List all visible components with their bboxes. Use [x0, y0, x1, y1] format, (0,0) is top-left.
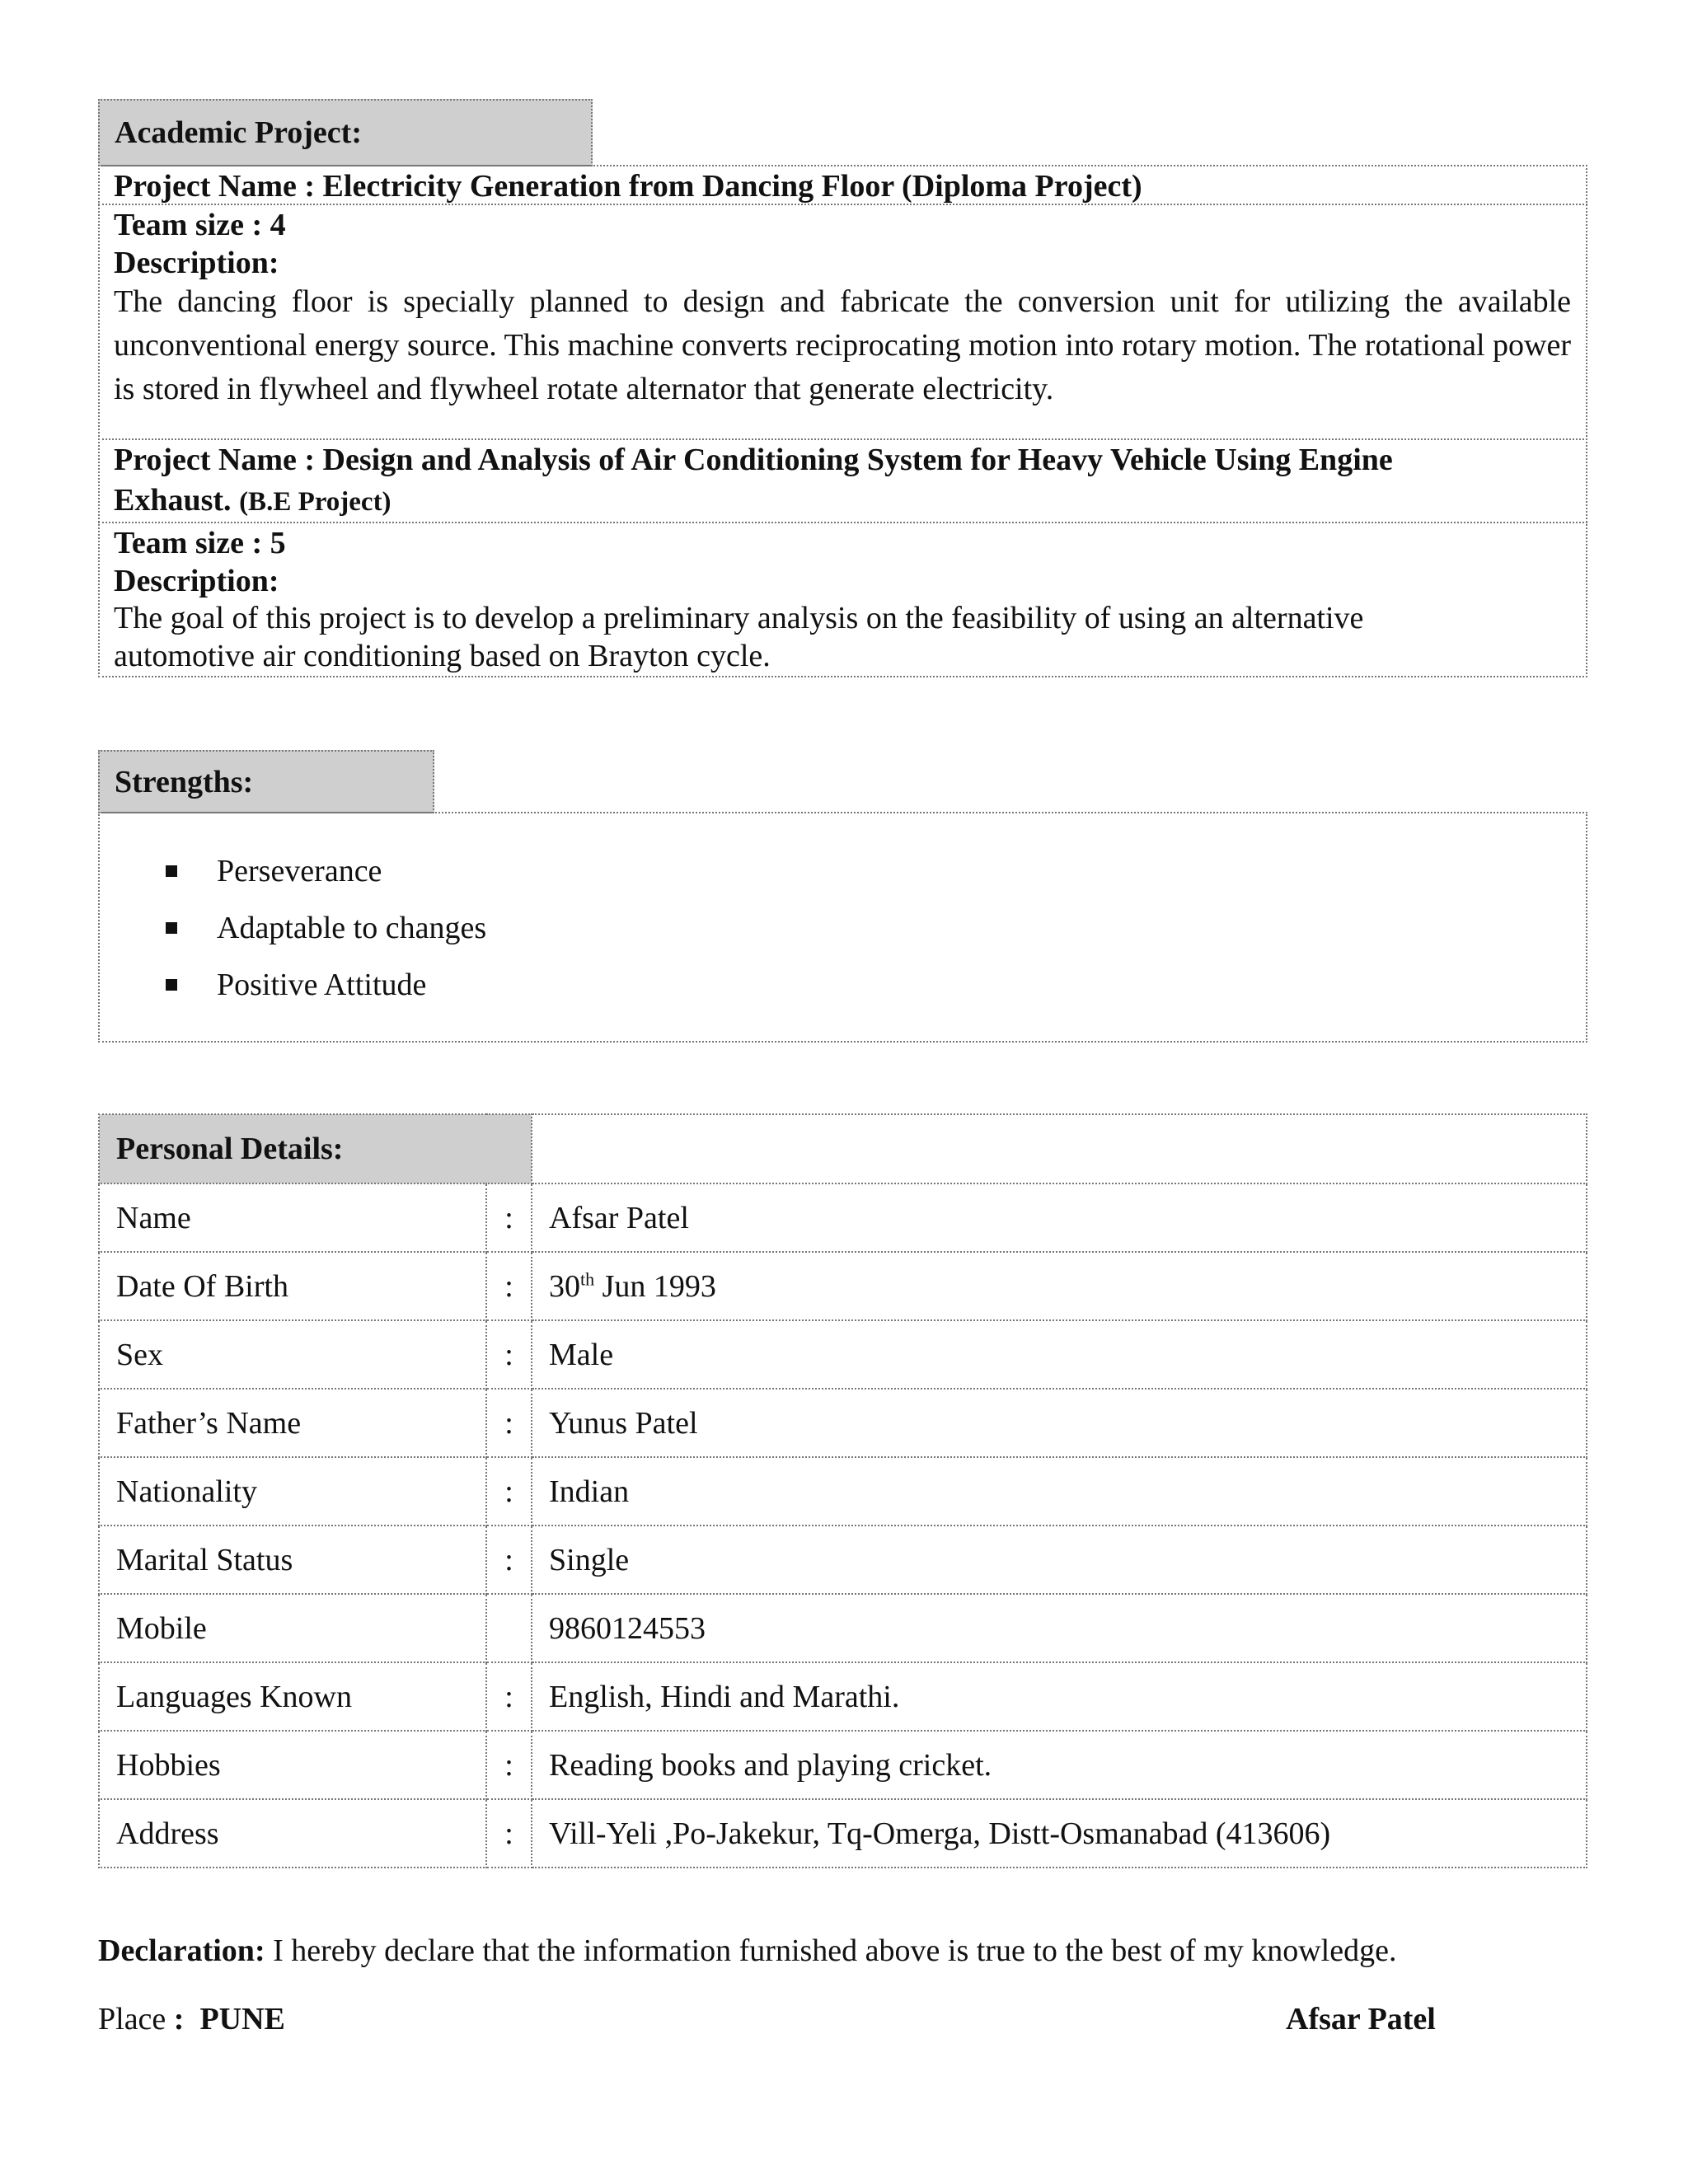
bullet-icon	[166, 922, 177, 934]
place-separator: :	[166, 2002, 192, 2036]
project-1-team-size: Team size : 4	[114, 208, 286, 242]
row-colon: :	[486, 1252, 532, 1320]
row-colon: :	[486, 1457, 532, 1526]
declaration-text: I hereby declare that the information furnished above is true to the best of my knowledge.	[265, 1933, 1397, 1968]
project-2-name-line2	[114, 482, 392, 520]
row-label: Hobbies	[99, 1731, 486, 1799]
personal-details-heading: Personal Details:	[99, 1114, 532, 1183]
declaration-label: Declaration:	[98, 1933, 265, 1968]
bullet-icon	[166, 865, 177, 877]
row-label: Date Of Birth	[99, 1252, 486, 1320]
row-value: Afsar Patel	[532, 1183, 1587, 1252]
row-label: Name	[99, 1183, 486, 1252]
table-cell	[532, 1114, 1587, 1183]
project-1-description: The dancing floor is specially planned to design and fabricate the conversion unit for utilizing the available unconventional energy source. This machine converts reciprocating motion into rotary motion. The rotational power is stored in flywheel and flywheel rotate alternator that generate electricity.	[114, 284, 1571, 406]
table-row	[99, 1731, 1587, 1799]
list-item: Adaptable to changes	[166, 910, 486, 946]
row-value: Single	[532, 1526, 1587, 1594]
declaration	[98, 1932, 1396, 1970]
row-value: 30th Jun 1993	[532, 1252, 1587, 1320]
project-1-description-label: Description:	[114, 246, 279, 280]
project-2-team-size: Team size : 5	[114, 526, 286, 560]
list-item: Positive Attitude	[166, 967, 426, 1003]
row-colon: :	[486, 1799, 532, 1868]
row-value: 9860124553	[532, 1594, 1587, 1662]
bullet-icon	[166, 979, 177, 991]
place	[98, 2000, 285, 2038]
row-colon: :	[486, 1526, 532, 1594]
list-item: Perseverance	[166, 853, 382, 889]
project-2-name-suffix-text: (B.E Project)	[239, 487, 392, 517]
row-colon	[486, 1594, 532, 1662]
row-value: English, Hindi and Marathi.	[532, 1662, 1587, 1731]
row-label: Languages Known	[99, 1662, 486, 1731]
row-colon: :	[486, 1389, 532, 1457]
table-row	[99, 1457, 1587, 1526]
project-1-name: Project Name : Electricity Generation from Dancing Floor (Diploma Project)	[114, 169, 1142, 204]
place-value: PUNE	[191, 2002, 285, 2036]
strengths-box	[98, 812, 1587, 1043]
divider	[98, 522, 1587, 523]
table-row	[99, 1526, 1587, 1594]
row-colon: :	[486, 1731, 532, 1799]
project-2-description-label: Description:	[114, 564, 279, 598]
table-row	[99, 1389, 1587, 1457]
row-value: Indian	[532, 1457, 1587, 1526]
row-value: Vill-Yeli ,Po-Jakekur, Tq-Omerga, Distt-Osmanabad (413606)	[532, 1799, 1587, 1868]
place-label: Place	[98, 2002, 166, 2036]
project-2-name: Project Name : Design and Analysis of Air Conditioning System for Heavy Vehicle Using Engine	[114, 443, 1393, 477]
row-colon: :	[486, 1320, 532, 1389]
table-row	[99, 1662, 1587, 1731]
strengths-heading: Strengths:	[98, 750, 434, 813]
project-2-description-line1: The goal of this project is to develop a preliminary analysis on the feasibility of using an alternative	[114, 601, 1364, 635]
row-value: Male	[532, 1320, 1587, 1389]
row-label: Father’s Name	[99, 1389, 486, 1457]
row-label: Marital Status	[99, 1526, 486, 1594]
row-colon: :	[486, 1662, 532, 1731]
table-row	[99, 1114, 1587, 1183]
table-row	[99, 1799, 1587, 1868]
project-2-description-line2: automotive air conditioning based on Brayton cycle.	[114, 639, 771, 673]
row-label: Address	[99, 1799, 486, 1868]
table-row	[99, 1183, 1587, 1252]
academic-project-heading: Academic Project:	[98, 99, 593, 166]
personal-details-table	[98, 1113, 1587, 1868]
table-row	[99, 1594, 1587, 1662]
table-row	[99, 1252, 1587, 1320]
row-colon: :	[486, 1183, 532, 1252]
row-label: Nationality	[99, 1457, 486, 1526]
row-label: Sex	[99, 1320, 486, 1389]
row-label: Mobile	[99, 1594, 486, 1662]
table-row	[99, 1320, 1587, 1389]
project-2-name-exhaust: Exhaust.	[114, 483, 232, 518]
row-value: Reading books and playing cricket.	[532, 1731, 1587, 1799]
signature-name: Afsar Patel	[1286, 2002, 1436, 2036]
row-value: Yunus Patel	[532, 1389, 1587, 1457]
